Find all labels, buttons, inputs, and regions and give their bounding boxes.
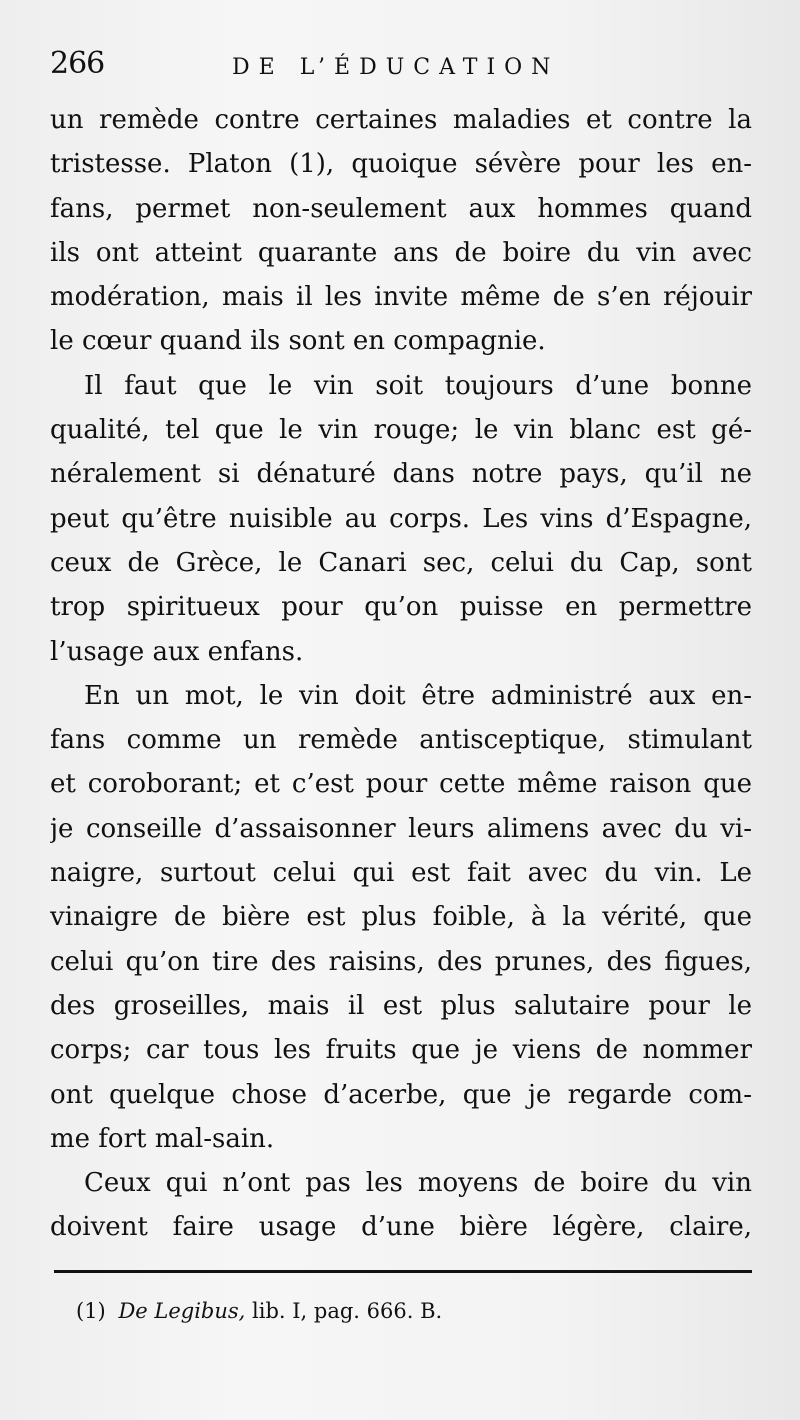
page-number: 266 — [50, 46, 105, 81]
text-line: néralement si dénaturé dans notre pays, qu’il ne — [50, 459, 752, 490]
text-line: le cœur quand ils sont en compagnie. — [50, 326, 546, 357]
text-line: et coroborant; et c’est pour cette même raison que — [50, 769, 752, 800]
text-line: ont quelque chose d’acerbe, que je regarde com- — [50, 1079, 752, 1110]
text-line: trop spiritueux pour qu’on puisse en permettre — [50, 592, 752, 623]
running-title: DE L’ÉDUCATION — [232, 55, 560, 80]
text-line: fans, permet non-seulement aux hommes quand — [50, 193, 752, 224]
text-line: me fort mal-sain. — [50, 1123, 275, 1154]
text-line: qualité, tel que le vin rouge; le vin blanc est gé- — [50, 415, 752, 446]
text-line: ceux de Grèce, le Canari sec, celui du Cap, sont — [50, 547, 752, 578]
text-line: un remède contre certaines maladies et contre la — [50, 105, 752, 135]
text-line: peut qu’être nuisible au corps. Les vins d’Espagne, — [50, 503, 752, 534]
text-line: des groseilles, mais il est plus salutaire pour le — [50, 990, 752, 1021]
text-line: doivent faire usage d’une bière légère, claire, — [50, 1212, 752, 1243]
text-line: l’usage aux enfans. — [50, 636, 304, 667]
text-line: tristesse. Platon (1), quoique sévère pour les en- — [50, 149, 752, 180]
footnote-title: De Legibus, — [118, 1299, 246, 1323]
footnote-reference: lib. I, pag. 666. B. — [252, 1299, 443, 1323]
footnote — [76, 1294, 442, 1328]
text-line: vinaigre de bière est plus foible, à la vérité, que — [50, 902, 752, 933]
footnote-rule — [54, 1270, 752, 1273]
text-line: Ceux qui n’ont pas les moyens de boire du vin — [84, 1168, 752, 1199]
text-line: je conseille d’assaisonner leurs alimens avec du vi- — [50, 813, 752, 844]
text-line: Il faut que le vin soit toujours d’une bonne — [84, 370, 752, 401]
page-header — [50, 44, 750, 94]
text-line: fans comme un remède antisceptique, stimulant — [50, 725, 752, 756]
text-line: ils ont atteint quarante ans de boire du vin avec — [50, 237, 752, 268]
text-line: modération, mais il les invite même de s’en réjouir — [50, 282, 752, 313]
text-line: En un mot, le vin doit être administré aux en- — [84, 680, 752, 711]
text-line: naigre, surtout celui qui est fait avec du vin. Le — [50, 858, 752, 889]
text-line: corps; car tous les fruits que je viens de nommer — [50, 1035, 752, 1066]
footnote-marker: (1) — [76, 1299, 106, 1323]
body-text — [50, 98, 752, 1250]
text-line: celui qu’on tire des raisins, des prunes, des figues, — [50, 946, 752, 977]
